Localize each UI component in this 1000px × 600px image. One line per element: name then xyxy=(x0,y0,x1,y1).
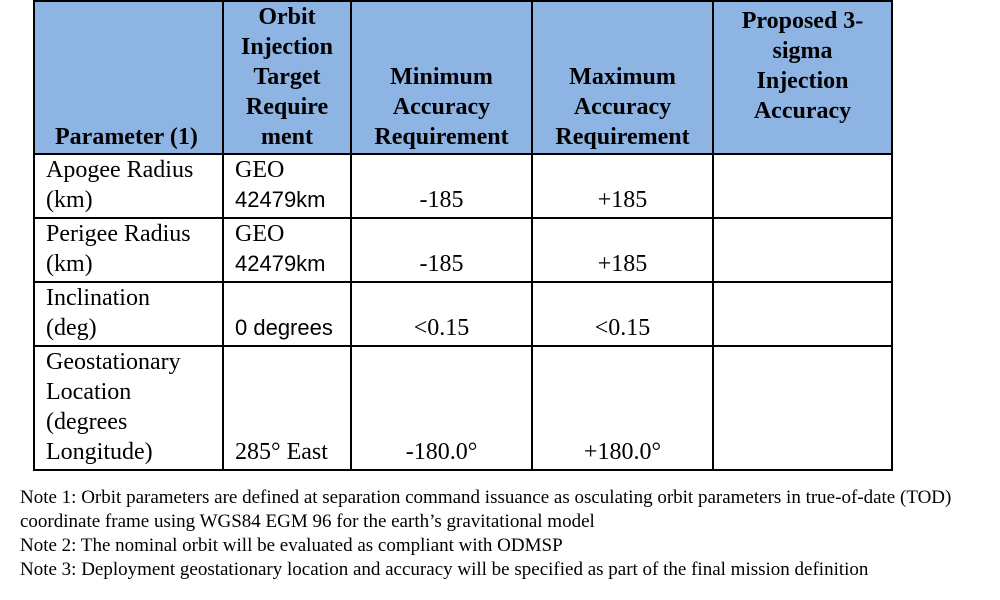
header-maximum-line: Maximum xyxy=(569,64,676,90)
cell-proposed xyxy=(713,218,892,282)
cell-target xyxy=(223,218,351,282)
cell-minimum: -185 xyxy=(351,154,532,218)
target-value: 0 degrees xyxy=(235,315,333,340)
header-target-line: Orbit xyxy=(258,4,316,30)
parameter-line: Geostationary xyxy=(46,349,181,375)
note-1: Note 1: Orbit parameters are defined at separation command issuance as osculating orbit parameters in true-of-date (TOD) coordinate frame using WGS84 EGM 96 for the earth’s gravitational model xyxy=(20,487,952,532)
header-target xyxy=(223,1,351,154)
notes-section xyxy=(20,486,990,582)
header-proposed-line: sigma xyxy=(772,38,833,64)
target-value: 285° East xyxy=(235,439,328,465)
cell-maximum: <0.15 xyxy=(532,282,713,346)
cell-parameter xyxy=(34,282,223,346)
note-2: Note 2: The nominal orbit will be evaluated as compliant with ODMSP xyxy=(20,535,563,556)
cell-proposed xyxy=(713,346,892,470)
target-value: 42479km xyxy=(235,187,326,212)
cell-maximum: +185 xyxy=(532,218,713,282)
cell-minimum: -185 xyxy=(351,218,532,282)
parameter-line: (km) xyxy=(46,187,93,213)
header-minimum-line: Accuracy xyxy=(392,94,491,120)
cell-minimum: <0.15 xyxy=(351,282,532,346)
header-minimum-line: Minimum xyxy=(390,64,493,90)
requirements-table xyxy=(33,0,893,471)
cell-proposed xyxy=(713,282,892,346)
cell-target xyxy=(223,154,351,218)
header-proposed-line: Proposed 3- xyxy=(741,8,864,34)
table-row xyxy=(34,218,892,282)
cell-minimum: -180.0° xyxy=(351,346,532,470)
header-proposed xyxy=(713,1,892,154)
parameter-line: Perigee Radius xyxy=(46,221,191,247)
cell-parameter xyxy=(34,154,223,218)
header-proposed-line: Accuracy xyxy=(753,98,852,124)
cell-parameter xyxy=(34,218,223,282)
parameter-line: Location xyxy=(46,379,132,405)
header-minimum-line: Requirement xyxy=(374,124,509,150)
cell-target xyxy=(223,346,351,470)
cell-target xyxy=(223,282,351,346)
cell-maximum: +185 xyxy=(532,154,713,218)
table-row xyxy=(34,346,892,470)
parameter-line: Apogee Radius xyxy=(46,157,194,183)
header-target-line: ment xyxy=(261,124,313,150)
note-3: Note 3: Deployment geostationary location and accuracy will be specified as part of the final mission definition xyxy=(20,559,869,580)
header-maximum-line: Requirement xyxy=(555,124,690,150)
cell-maximum: +180.0° xyxy=(532,346,713,470)
header-target-line: Require xyxy=(245,94,329,120)
header-proposed-line: Injection xyxy=(756,68,849,94)
table-row xyxy=(34,154,892,218)
parameter-line: (degrees xyxy=(46,409,128,435)
header-target-line: Target xyxy=(253,64,321,90)
parameter-line: Longitude) xyxy=(46,439,153,465)
parameter-line: (km) xyxy=(46,251,93,277)
header-maximum-line: Accuracy xyxy=(573,94,672,120)
header-target-line: Injection xyxy=(241,34,333,60)
header-maximum xyxy=(532,1,713,154)
parameter-line: (deg) xyxy=(46,315,97,341)
target-value: 42479km xyxy=(235,251,326,276)
target-line: GEO xyxy=(235,157,285,183)
table-row xyxy=(34,282,892,346)
cell-parameter xyxy=(34,346,223,470)
table-header-row xyxy=(34,1,892,154)
header-minimum xyxy=(351,1,532,154)
parameter-line: Inclination xyxy=(46,285,150,311)
target-line: GEO xyxy=(235,221,285,247)
header-parameter: Parameter (1) xyxy=(34,1,223,154)
cell-proposed xyxy=(713,154,892,218)
